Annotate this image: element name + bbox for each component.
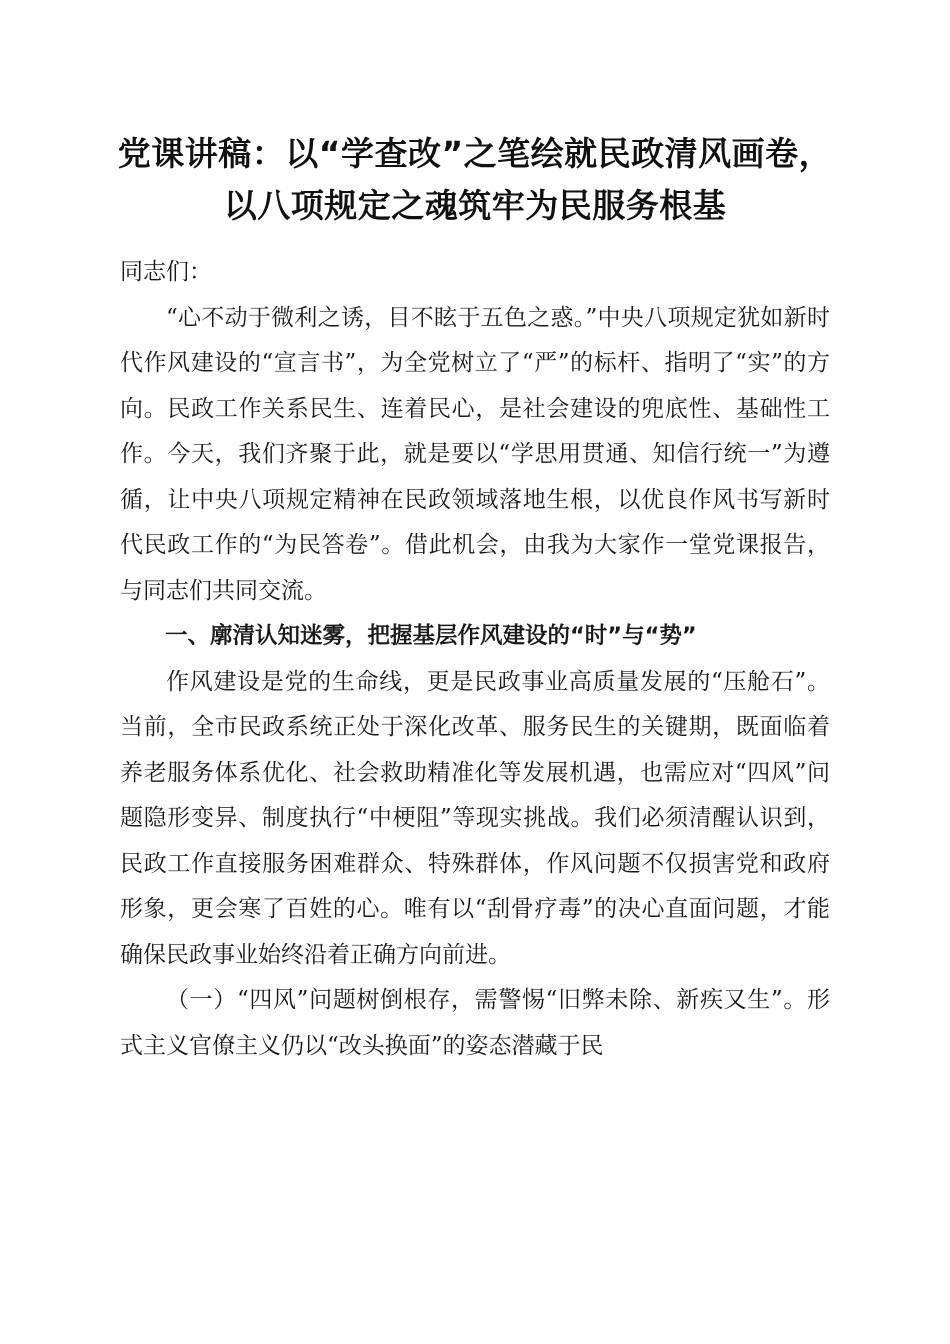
- subsection-1-paragraph: （一）“四风”问题树倒根存，需警惕“旧弊未除、新疾又生”。形式主义官僚主义仍以“改头换面”的姿态潜藏于民: [120, 987, 830, 1059]
- intro-paragraph: “心不动于微利之诱，目不眩于五色之惑。”中央八项规定犹如新时代作风建设的“宣言书”，为全党树立了“严”的标杆、指明了“实”的方向。民政工作关系民生、连着民心，是社会建设的兜底性、基础性工作。今天，我们齐聚于此，就是要以“学思用贯通、知信行统一”为遵循，让中央八项规定精神在民政领域落地生根，以优良作风书写新时代民政工作的“为民答卷”。借此机会，由我为大家作一堂党课报告，与同志们共同交流。: [120, 304, 830, 604]
- document-title: 党课讲稿：以“学查改”之笔绘就民政清风画卷，以八项规定之魂筑牢为民服务根基: [117, 134, 833, 225]
- section-1-paragraph: 作风建设是党的生命线，更是民政事业高质量发展的“压舱石”。当前，全市民政系统正处于深化改革、服务民生的关键期，既面临着养老服务体系优化、社会救助精准化等发展机遇，也需应对“四风”问题隐形变异、制度执行“中梗阻”等现实挑战。我们必须清醒认识到，民政工作直接服务困难群众、特殊群体，作风问题不仅损害党和政府形象，更会寒了百姓的心。唯有以“刮骨疗毒”的决心直面问题，才能确保民政事业始终沿着正确方向前进。: [120, 668, 830, 968]
- document-body: [120, 250, 830, 1069]
- section-heading-1: 一、廓清认知迷雾，把握基层作风建设的“时”与“势”: [165, 623, 697, 649]
- salutation: 同志们：: [120, 259, 212, 285]
